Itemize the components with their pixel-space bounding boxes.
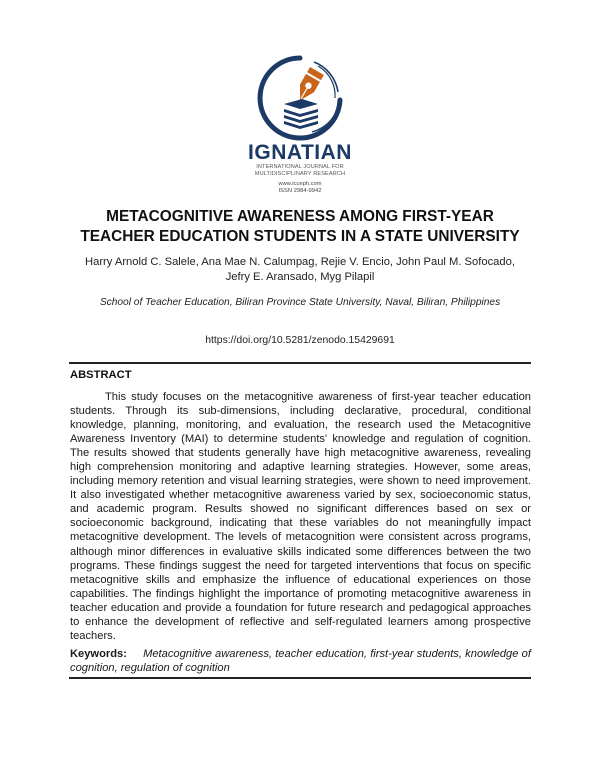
journal-subtitle-line2: MULTIDISCIPLINARY RESEARCH bbox=[254, 171, 346, 178]
author-list bbox=[60, 255, 540, 285]
journal-logo bbox=[240, 52, 360, 195]
abstract-heading: ABSTRACT bbox=[70, 369, 132, 381]
fountain-pen-nib-over-book-stack-icon bbox=[254, 52, 346, 144]
paper-title-line2: TEACHER EDUCATION STUDENTS IN A STATE UNIVERSITY bbox=[80, 228, 520, 245]
abstract-text bbox=[70, 390, 531, 643]
bottom-divider bbox=[69, 677, 531, 679]
doi-link[interactable]: https://doi.org/10.5281/zenodo.15429691 bbox=[205, 335, 395, 346]
top-divider bbox=[69, 362, 531, 364]
keywords-label: Keywords: bbox=[70, 648, 127, 660]
authors-line2: Jefry E. Aransado, Myg Pilapil bbox=[225, 271, 375, 283]
journal-website: www.icceph.com bbox=[278, 180, 322, 187]
abstract-paragraph: This study focuses on the metacognitive awareness of first-year teacher education students. Through its sub-dimensions, including declarative, procedural, conditional knowledge, planning, monitoring, and evaluation, the research used the Metacognitive Awareness Inventory (MAI) to determine students' knowledge and regulation of cognition. The results showed that students generally have high metacognitive awareness, revealing high comprehension monitoring and adaptive learning strategies. However, some areas, including memory retention and visual learning strategies, were shown to need improvement. It also investigated whether metacognitive awareness varied by sex, socioeconomic status, and academic program. Results showed no significant differences based on sex or socioeconomic background, indicating that these variables do not meaningfully impact metacognitive development. The levels of metacognition were consistent across programs, although minor differences in evaluative skills indicated some differences between the two programs. These findings suggest the need for targeted interventions that focus on specific metacognitive skills and emphasize the influence of educational experiences on those capabilities. The findings highlight the importance of promoting metacognitive awareness in teacher education and provide a foundation for future research and pedagogical approaches to enhance the development of reflective and self-regulated learners among prospective teachers. bbox=[70, 391, 531, 642]
keywords-list: Metacognitive awareness, teacher education, first-year students, knowledge of cognition, regulation of cognition bbox=[70, 648, 531, 674]
keywords bbox=[70, 648, 531, 675]
journal-issn: ISSN 2984-9942 bbox=[278, 187, 322, 194]
affiliation: School of Teacher Education, Biliran Province State University, Naval, Biliran, Philippines bbox=[99, 297, 501, 308]
paper-title-line1: METACOGNITIVE AWARENESS AMONG FIRST-YEAR bbox=[106, 208, 494, 225]
journal-subtitle-line1: INTERNATIONAL JOURNAL FOR bbox=[256, 164, 344, 170]
paper-title bbox=[60, 207, 540, 247]
journal-name: IGNATIAN bbox=[248, 141, 352, 164]
authors-line1: Harry Arnold C. Salele, Ana Mae N. Calumpag, Rejie V. Encio, John Paul M. Sofocado, bbox=[85, 256, 515, 268]
